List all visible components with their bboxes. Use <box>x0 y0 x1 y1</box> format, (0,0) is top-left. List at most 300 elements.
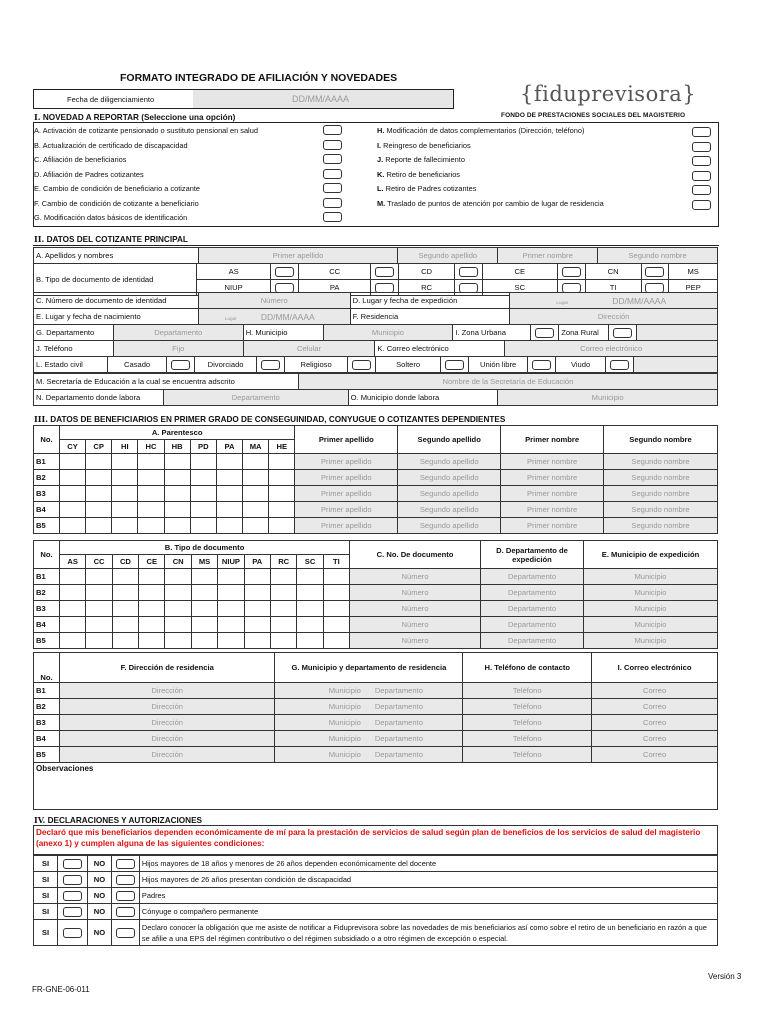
declaracion-item: Declaro conocer la obligación que me asiste de notificar a Fiduprevisora sobre las novedades de mis beneficiarios así como sobre el retiro de un beneficiario en razón a que se afilie a una EPS del régimen contributivo o del régimen subsidiado o a otro régimen de excepción o especial. <box>139 920 717 946</box>
parentesco-cell[interactable] <box>164 486 190 502</box>
parentesco-col-0: CY <box>59 440 85 454</box>
expedicion-lugar-ph: Lugar <box>556 299 569 305</box>
municipio-input[interactable]: Municipio <box>323 325 453 341</box>
numero-cell[interactable]: Número <box>350 569 481 585</box>
parentesco-col-6: PA <box>216 440 242 454</box>
tipo-cell[interactable] <box>218 601 244 617</box>
parentesco-cell[interactable] <box>138 454 164 470</box>
tipo-cell[interactable] <box>112 601 138 617</box>
tipo-cell[interactable] <box>244 585 270 601</box>
contacto-row <box>34 731 718 747</box>
form-code: FR-GNE-06-011 <box>32 985 90 994</box>
contacto-table <box>33 340 718 357</box>
depto-cell[interactable]: Departamento <box>481 569 584 585</box>
estado-check-5[interactable] <box>606 357 634 373</box>
sec1-bottom-rule <box>33 226 719 227</box>
numero-cell[interactable]: Número <box>350 601 481 617</box>
parentesco-cell[interactable] <box>138 486 164 502</box>
novedad-letter: M. <box>377 198 386 208</box>
municipio-cell[interactable]: Municipio <box>583 585 717 601</box>
row-label: B1 <box>34 683 60 699</box>
parentesco-cell[interactable] <box>59 518 85 534</box>
depto-cell[interactable]: Departamento <box>481 585 584 601</box>
tipo-col-3: CE <box>139 555 165 569</box>
telefono-cell[interactable]: Teléfono <box>463 731 592 747</box>
parentesco-cell[interactable] <box>59 486 85 502</box>
tipo-cell[interactable] <box>59 585 85 601</box>
tipo-cell[interactable] <box>165 569 191 585</box>
novedad-text: Traslado de puntos de atención por cambio de lugar de residencia <box>385 198 604 208</box>
numero-cell[interactable]: Número <box>350 585 481 601</box>
tipo-cell[interactable] <box>165 633 191 649</box>
tipo-cell[interactable] <box>244 617 270 633</box>
parentesco-cell[interactable] <box>138 518 164 534</box>
parentesco-cell[interactable] <box>112 486 138 502</box>
novedad-option-right-2 <box>377 155 465 164</box>
tipo-cell[interactable] <box>59 617 85 633</box>
depto-cell[interactable]: Departamento <box>481 633 584 649</box>
sec1-right-border <box>718 122 719 226</box>
novedad-option-right-5 <box>377 199 604 208</box>
segundo-nombre-cell[interactable]: Segundo nombre <box>604 502 718 518</box>
parentesco-cell[interactable] <box>269 470 295 486</box>
depto-labora-input[interactable]: Departamento <box>163 390 348 406</box>
parentesco-cell[interactable] <box>190 502 216 518</box>
row-label: B5 <box>34 633 60 649</box>
parentesco-col-4: HB <box>164 440 190 454</box>
tipo-cell[interactable] <box>297 633 323 649</box>
depto-expedicion-header: D. Departamento de expedición <box>481 541 584 569</box>
declaracion-text: Declaró que mis beneficiarios dependen económicamente de mí para la prestación de servicios de salud según plan de beneficios de los servicios de salud del magisterio (anexo 1) y cumplen alguna de las siguientes condiciones: <box>36 828 701 848</box>
no-check[interactable] <box>111 888 139 904</box>
telefono-header: H. Teléfono de contacto <box>463 653 592 683</box>
novedad-checkbox-0[interactable] <box>323 125 342 135</box>
si-check[interactable] <box>57 888 87 904</box>
tipo-cell[interactable] <box>297 569 323 585</box>
doc-cd-check[interactable] <box>455 264 483 280</box>
expedicion-label: D. Lugar y fecha de expedición <box>350 293 510 309</box>
parentesco-col-1: CP <box>86 440 112 454</box>
tipo-doc-header: B. Tipo de documento <box>59 541 349 555</box>
primer-nombre-cell[interactable]: Primer nombre <box>501 518 604 534</box>
tipo-cell[interactable] <box>112 569 138 585</box>
tipo-cell[interactable] <box>218 617 244 633</box>
parentesco-cell[interactable] <box>216 518 242 534</box>
parentesco-cell[interactable] <box>112 470 138 486</box>
direccion-cell[interactable]: Dirección <box>59 699 275 715</box>
parentesco-cell[interactable] <box>216 454 242 470</box>
parentesco-cell[interactable] <box>243 470 269 486</box>
tipo-cell[interactable] <box>244 601 270 617</box>
mun-dep-cell[interactable] <box>275 683 463 699</box>
segundo-nombre-input[interactable]: Segundo nombre <box>598 248 718 264</box>
declaracion-row <box>34 872 718 888</box>
mun-dep-cell[interactable] <box>275 715 463 731</box>
mun-dep-header: G. Municipio y departamento de residencia <box>275 653 463 683</box>
tipo-cell[interactable] <box>86 617 112 633</box>
telefono-celular-input[interactable]: Celular <box>243 341 375 357</box>
fiduprevisora-logo: {fiduprevisora} <box>520 82 697 106</box>
tipo-cell[interactable] <box>270 617 296 633</box>
tipo-cell[interactable] <box>191 585 217 601</box>
zona-rural-check[interactable] <box>609 325 637 341</box>
labora-table <box>33 389 718 406</box>
telefono-cell[interactable]: Teléfono <box>463 699 592 715</box>
si-check[interactable] <box>57 856 87 872</box>
novedad-checkbox-5[interactable] <box>323 198 342 208</box>
parentesco-cell[interactable] <box>86 518 112 534</box>
si-check[interactable] <box>57 872 87 888</box>
municipio-labora-input[interactable]: Municipio <box>498 390 718 406</box>
segundo-nombre-cell[interactable]: Segundo nombre <box>604 486 718 502</box>
primer-nombre-cell[interactable]: Primer nombre <box>501 454 604 470</box>
mun-dep-cell[interactable] <box>275 731 463 747</box>
parentesco-cell[interactable] <box>138 470 164 486</box>
nacimiento-input[interactable] <box>198 309 350 325</box>
declaracion-row <box>34 856 718 872</box>
secretaria-label: M. Secretaría de Educación a la cual se encuentra adscrito <box>34 374 299 390</box>
primer-apellido-cell[interactable]: Primer apellido <box>295 470 398 486</box>
tipo-cell[interactable] <box>191 601 217 617</box>
row-label: B2 <box>34 585 60 601</box>
segundo-nombre-header: Segundo nombre <box>604 426 718 454</box>
no-check[interactable] <box>111 920 139 946</box>
row-label: B2 <box>34 470 60 486</box>
primer-nombre-cell[interactable]: Primer nombre <box>501 486 604 502</box>
segundo-apellido-cell[interactable]: Segundo apellido <box>398 454 501 470</box>
secretaria-input[interactable]: Nombre de la Secretaría de Educación <box>298 374 717 390</box>
tipo-row <box>34 585 718 601</box>
tipo-cell[interactable] <box>270 601 296 617</box>
estado-3: Soltero <box>375 357 440 373</box>
primer-nombre-cell[interactable]: Primer nombre <box>501 502 604 518</box>
numero-cell[interactable]: Número <box>350 633 481 649</box>
tipo-cell[interactable] <box>59 569 85 585</box>
dep-ph: Departamento <box>374 686 423 695</box>
expedicion-input[interactable] <box>510 293 718 309</box>
novedad-checkbox-3[interactable] <box>323 169 342 179</box>
tipo-cell[interactable] <box>165 585 191 601</box>
parentesco-cell[interactable] <box>164 454 190 470</box>
tipo-cell[interactable] <box>86 585 112 601</box>
direccion-cell[interactable]: Dirección <box>59 731 275 747</box>
correo-cell[interactable]: Correo <box>592 731 718 747</box>
tipo-cell[interactable] <box>86 569 112 585</box>
tipo-cell[interactable] <box>59 633 85 649</box>
parentesco-cell[interactable] <box>164 518 190 534</box>
segundo-apellido-cell[interactable]: Segundo apellido <box>398 486 501 502</box>
tipo-cell[interactable] <box>270 585 296 601</box>
numero-cell[interactable]: Número <box>350 617 481 633</box>
tipo-cell[interactable] <box>86 633 112 649</box>
mun-ph: Municipio <box>328 718 361 727</box>
parentesco-cell[interactable] <box>216 502 242 518</box>
tipo-col-6: NIUP <box>218 555 244 569</box>
novedad-checkbox-6[interactable] <box>323 212 342 222</box>
doc-ce-check[interactable] <box>557 264 585 280</box>
beneficiarios-parentesco-table <box>33 425 718 534</box>
declaracion-item: Hijos mayores de 26 años presentan condición de discapacidad <box>139 872 717 888</box>
zona-urbana-check[interactable] <box>531 325 559 341</box>
segundo-apellido-input[interactable]: Segundo apellido <box>398 248 498 264</box>
parentesco-cell[interactable] <box>59 454 85 470</box>
residencia-label: F. Residencia <box>350 309 510 325</box>
no-label: NO <box>87 920 111 946</box>
tipo-cell[interactable] <box>323 569 349 585</box>
tipo-cell[interactable] <box>191 569 217 585</box>
novedad-checkbox-right-0[interactable] <box>692 127 711 137</box>
telefono-fijo-input[interactable]: Fijo <box>113 341 243 357</box>
numero-doc-input[interactable]: Número <box>198 293 350 309</box>
primer-apellido-cell[interactable]: Primer apellido <box>295 486 398 502</box>
segundo-apellido-header: Segundo apellido <box>398 426 501 454</box>
correo-cell[interactable]: Correo <box>592 699 718 715</box>
telefono-label: J. Teléfono <box>34 341 114 357</box>
departamento-input[interactable]: Departamento <box>113 325 243 341</box>
primer-nombre-input[interactable]: Primer nombre <box>498 248 598 264</box>
telefono-cell[interactable]: Teléfono <box>463 683 592 699</box>
parentesco-cell[interactable] <box>164 502 190 518</box>
form-title: FORMATO INTEGRADO DE AFILIACIÓN Y NOVEDADES <box>120 72 398 84</box>
segundo-nombre-cell[interactable]: Segundo nombre <box>604 454 718 470</box>
estado-filler <box>634 357 718 373</box>
novedad-checkbox-4[interactable] <box>323 183 342 193</box>
parentesco-cell[interactable] <box>243 518 269 534</box>
segundo-nombre-cell[interactable]: Segundo nombre <box>604 470 718 486</box>
parentesco-cell[interactable] <box>138 502 164 518</box>
row-label: B4 <box>34 617 60 633</box>
parentesco-row <box>34 486 718 502</box>
direccion-cell[interactable]: Dirección <box>59 747 275 763</box>
sec4-heading: IV. DECLARACIONES Y AUTORIZACIONES <box>34 815 202 825</box>
estado-4: Unión libre <box>469 357 527 373</box>
tipo-cell[interactable] <box>139 569 165 585</box>
tipo-cell[interactable] <box>323 585 349 601</box>
fecha-placeholder: DD/MM/AAAA <box>292 94 350 104</box>
doc-cc-check[interactable] <box>371 264 399 280</box>
primer-apellido-input[interactable]: Primer apellido <box>198 248 398 264</box>
observaciones-box[interactable] <box>33 762 718 810</box>
parentesco-row <box>34 518 718 534</box>
novedad-checkbox-1[interactable] <box>323 140 342 150</box>
primer-apellido-cell[interactable]: Primer apellido <box>295 518 398 534</box>
novedad-letter: K. <box>377 169 385 179</box>
direccion-cell[interactable]: Dirección <box>59 715 275 731</box>
parentesco-cell[interactable] <box>269 486 295 502</box>
no-label: NO <box>87 888 111 904</box>
tipo-cell[interactable] <box>297 617 323 633</box>
si-label: SI <box>34 888 58 904</box>
tipo-cell[interactable] <box>270 569 296 585</box>
sec1-rule <box>33 122 719 123</box>
primer-apellido-cell[interactable]: Primer apellido <box>295 454 398 470</box>
tipo-cell[interactable] <box>139 633 165 649</box>
depto-cell[interactable]: Departamento <box>481 617 584 633</box>
tipo-cell[interactable] <box>86 601 112 617</box>
dep-ph: Departamento <box>374 718 423 727</box>
parentesco-cell[interactable] <box>243 454 269 470</box>
doc-pep: PEP <box>669 280 718 296</box>
tipo-cell[interactable] <box>218 633 244 649</box>
parentesco-cell[interactable] <box>269 454 295 470</box>
row-label: B1 <box>34 454 60 470</box>
primer-nombre-cell[interactable]: Primer nombre <box>501 470 604 486</box>
estado-check-3[interactable] <box>441 357 469 373</box>
tipo-cell[interactable] <box>323 633 349 649</box>
mun-ph: Municipio <box>328 750 361 759</box>
parentesco-cell[interactable] <box>86 502 112 518</box>
si-check[interactable] <box>57 904 87 920</box>
municipio-expedicion-header: E. Municipio de expedición <box>583 541 717 569</box>
segundo-apellido-cell[interactable]: Segundo apellido <box>398 502 501 518</box>
doc-as-check[interactable] <box>271 264 299 280</box>
tipo-row <box>34 601 718 617</box>
parentesco-cell[interactable] <box>216 486 242 502</box>
residencia-input[interactable]: Dirección <box>510 309 718 325</box>
tipo-cell[interactable] <box>139 585 165 601</box>
no-check[interactable] <box>111 856 139 872</box>
parentesco-cell[interactable] <box>112 454 138 470</box>
tipo-cell[interactable] <box>270 633 296 649</box>
row-label: B1 <box>34 569 60 585</box>
parentesco-cell[interactable] <box>164 470 190 486</box>
tipo-cell[interactable] <box>165 617 191 633</box>
novedad-checkbox-right-5[interactable] <box>692 200 711 210</box>
tipo-cell[interactable] <box>323 601 349 617</box>
parentesco-row <box>34 502 718 518</box>
parentesco-cell[interactable] <box>190 470 216 486</box>
contacto-row <box>34 699 718 715</box>
tipo-cell[interactable] <box>139 617 165 633</box>
parentesco-cell[interactable] <box>112 502 138 518</box>
segundo-apellido-cell[interactable]: Segundo apellido <box>398 518 501 534</box>
tipo-cell[interactable] <box>139 601 165 617</box>
tipo-col-2: CD <box>112 555 138 569</box>
correo-cell[interactable]: Correo <box>592 683 718 699</box>
tipo-col-10: TI <box>323 555 349 569</box>
tipo-cell[interactable] <box>112 633 138 649</box>
estado-civil-label: L. Estado civil <box>34 357 108 373</box>
parentesco-cell[interactable] <box>86 454 112 470</box>
correo-cell[interactable]: Correo <box>592 747 718 763</box>
nacimiento-label: E. Lugar y fecha de nacimiento <box>34 309 199 325</box>
parentesco-cell[interactable] <box>59 502 85 518</box>
segundo-apellido-cell[interactable]: Segundo apellido <box>398 470 501 486</box>
no-check[interactable] <box>111 872 139 888</box>
parentesco-cell[interactable] <box>190 518 216 534</box>
tipo-cell[interactable] <box>244 569 270 585</box>
tipo-cell[interactable] <box>191 617 217 633</box>
parentesco-header: A. Parentesco <box>59 426 294 440</box>
tipo-doc-label: B. Tipo de documento de identidad <box>34 264 197 296</box>
declaraciones-table <box>33 855 718 946</box>
mun-dep-cell[interactable] <box>275 699 463 715</box>
tipo-col-1: CC <box>86 555 112 569</box>
parentesco-cell[interactable] <box>243 486 269 502</box>
municipio-cell[interactable]: Municipio <box>583 601 717 617</box>
correo-cell[interactable]: Correo <box>592 715 718 731</box>
no-label: NO <box>87 872 111 888</box>
tipo-cell[interactable] <box>297 585 323 601</box>
tipo-cell[interactable] <box>112 617 138 633</box>
correo-header: I. Correo electrónico <box>592 653 718 683</box>
tipo-cell[interactable] <box>112 585 138 601</box>
depto-cell[interactable]: Departamento <box>481 601 584 617</box>
tipo-cell[interactable] <box>191 633 217 649</box>
novedad-checkbox-right-1[interactable] <box>692 142 711 152</box>
primer-apellido-cell[interactable]: Primer apellido <box>295 502 398 518</box>
telefono-cell[interactable]: Teléfono <box>463 747 592 763</box>
telefono-cell[interactable]: Teléfono <box>463 715 592 731</box>
novedad-option-6: G. Modificación datos básicos de identificación <box>34 213 188 222</box>
nacimiento-fecha-ph: DD/MM/AAAA <box>260 311 315 322</box>
parentesco-col-8: HE <box>269 440 295 454</box>
tipo-cell[interactable] <box>165 601 191 617</box>
tipo-cell[interactable] <box>244 633 270 649</box>
tipo-cell[interactable] <box>218 569 244 585</box>
parentesco-cell[interactable] <box>86 486 112 502</box>
estado-check-0[interactable] <box>166 357 194 373</box>
row-label: B3 <box>34 601 60 617</box>
municipio-cell[interactable]: Municipio <box>583 569 717 585</box>
ubicacion-table <box>33 324 718 341</box>
estado-check-1[interactable] <box>257 357 285 373</box>
estado-check-2[interactable] <box>347 357 375 373</box>
depto-labora-label: N. Departamento donde labora <box>34 390 164 406</box>
parentesco-cell[interactable] <box>243 502 269 518</box>
tipo-cell[interactable] <box>323 617 349 633</box>
parentesco-cell[interactable] <box>112 518 138 534</box>
tipo-cell[interactable] <box>297 601 323 617</box>
novedad-option-right-1 <box>377 141 471 150</box>
direccion-cell[interactable]: Dirección <box>59 683 275 699</box>
novedad-option-0: A. Activación de cotizante pensionado o sustituto pensional en salud <box>34 126 258 135</box>
parentesco-cell[interactable] <box>190 454 216 470</box>
novedad-checkbox-right-4[interactable] <box>692 185 711 195</box>
tipo-col-9: SC <box>297 555 323 569</box>
parentesco-cell[interactable] <box>269 502 295 518</box>
parentesco-cell[interactable] <box>59 470 85 486</box>
mun-dep-cell[interactable] <box>275 747 463 763</box>
doc-cn-check[interactable] <box>641 264 669 280</box>
municipio-cell[interactable]: Municipio <box>583 617 717 633</box>
row-label: B5 <box>34 518 60 534</box>
novedad-checkbox-right-2[interactable] <box>692 156 711 166</box>
novedad-checkbox-right-3[interactable] <box>692 171 711 181</box>
tipo-cell[interactable] <box>59 601 85 617</box>
segundo-nombre-cell[interactable]: Segundo nombre <box>604 518 718 534</box>
parentesco-cell[interactable] <box>190 486 216 502</box>
declaracion-row <box>34 920 718 946</box>
parentesco-cell[interactable] <box>269 518 295 534</box>
novedad-checkbox-2[interactable] <box>323 154 342 164</box>
estado-check-4[interactable] <box>527 357 555 373</box>
logo-subtitle: FONDO DE PRESTACIONES SOCIALES DEL MAGISTERIO <box>501 112 686 119</box>
apellidos-label: A. Apellidos y nombres <box>34 248 199 264</box>
si-check[interactable] <box>57 920 87 946</box>
municipio-cell[interactable]: Municipio <box>583 633 717 649</box>
doc-as: AS <box>196 264 270 280</box>
novedad-option-right-0 <box>377 126 584 135</box>
correo-input[interactable]: Correo electrónico <box>505 341 718 357</box>
novedad-text: Reporte de fallecimiento <box>383 155 465 164</box>
parentesco-cell[interactable] <box>86 470 112 486</box>
no-check[interactable] <box>111 904 139 920</box>
si-label: SI <box>34 920 58 946</box>
parentesco-cell[interactable] <box>216 470 242 486</box>
tipo-cell[interactable] <box>218 585 244 601</box>
parentesco-col-7: MA <box>243 440 269 454</box>
